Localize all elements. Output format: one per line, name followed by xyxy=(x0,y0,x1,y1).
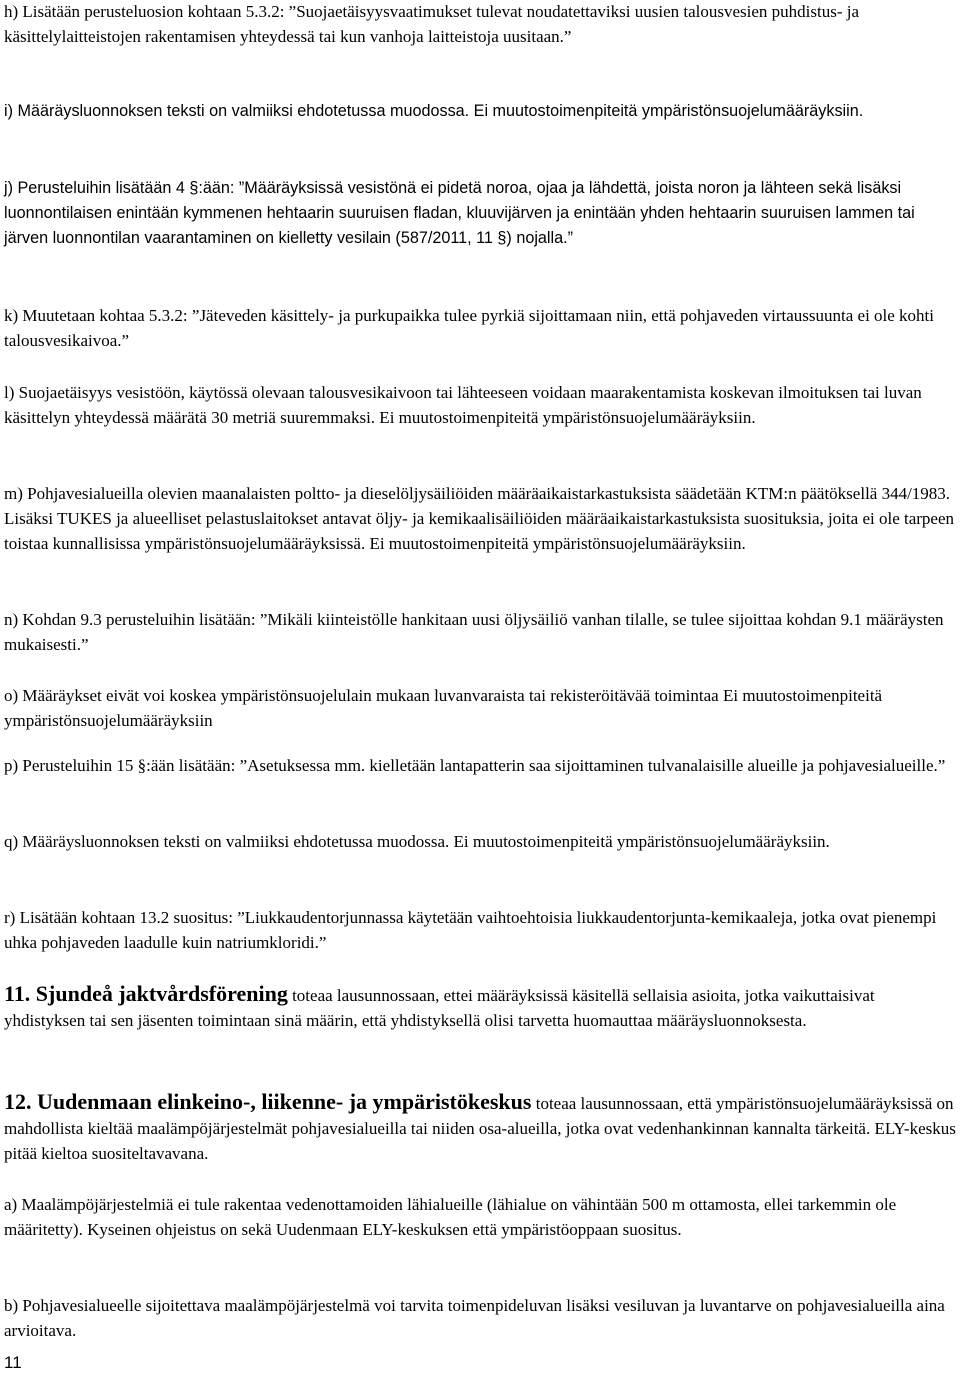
paragraph-m: m) Pohjavesialueilla olevien maanalaisten poltto- ja dieselöljysäiliöiden määräaikaistarkastuksista säädetään KTM:n päätöksellä 344/1983. Lisäksi TUKES ja alueelliset pelastuslaitokset antavat öljy- ja kemikaalisäiliöiden määräaikaistarkastuksista suosituksia, joita ei ole tarpeen toistaa kunnallisissa ympäristönsuojelumääräyksissä. Ei muutostoimenpiteitä ympäristönsuojelumääräyksiin. xyxy=(4,484,955,553)
paragraph-n: n) Kohdan 9.3 perusteluihin lisätään: ”Mikäli kiinteistölle hankitaan uusi öljysäiliö vanhan tilalle, se tulee sijoittaa kohdan 9.1 määräysten mukaisesti.” xyxy=(4,610,944,654)
paragraph-h: h) Lisätään perusteluosion kohtaan 5.3.2: ”Suojaetäisyysvaatimukset tulevat noudatettaviksi uusien talousvesien puhdistus- ja käsittelylaitteistojen rakentamisen yhteydessä tai kun vanhoja laitteistoja uusitaan.” xyxy=(4,2,860,46)
section-12-number: 12. xyxy=(4,1089,32,1114)
section-12 xyxy=(4,1090,956,1166)
paragraph-o: o) Määräykset eivät voi koskea ympäristönsuojelulain mukaan luvanvaraista tai rekisteröitävää toimintaa Ei muutostoimenpiteitä ympäristönsuojelumääräyksiin xyxy=(4,686,883,730)
section-12-org: Uudenmaan elinkeino-, liikenne- ja ympäristökeskus xyxy=(37,1089,532,1114)
paragraph-q: q) Määräysluonnoksen teksti on valmiiksi ehdotetussa muodossa. Ei muutostoimenpiteitä ympäristönsuojelumääräyksiin. xyxy=(4,832,830,851)
section-11-number: 11. xyxy=(4,981,31,1006)
page-number: 11 xyxy=(4,1353,22,1372)
paragraph-i: i) Määräysluonnoksen teksti on valmiiksi ehdotetussa muodossa. Ei muutostoimenpiteitä ympäristönsuojelumääräyksiin. xyxy=(4,102,864,120)
paragraph-j: j) Perusteluihin lisätään 4 §:ään: ”Määräyksissä vesistönä ei pidetä noroa, ojaa ja lähdettä, joista noron ja lähteen sekä lisäksi luonnontilaisen enintään kymmenen hehtaarin suuruisen fladan, kluuvijärven ja enintään yhden hehtaarin suuruisen lammen tai järven luonnontilan vaarantaminen on kielletty vesilain (587/2011, 11 §) nojalla.” xyxy=(4,179,915,247)
section-11 xyxy=(4,982,956,1034)
paragraph-p: p) Perusteluihin 15 §:ään lisätään: ”Asetuksessa mm. kielletään lantapatterin saa sijoittaminen tulvanalaisille alueille ja pohjavesialueille.” xyxy=(4,756,946,775)
section-12-item-a: a) Maalämpöjärjestelmiä ei tule rakentaa vedenottamoiden lähialueille (lähialue on vähintään 500 m ottamosta, ellei tarkemmin ole määritetty). Kyseinen ohjeistus on sekä Uudenmaan ELY-keskuksen että ympäristöoppaan suositus. xyxy=(4,1195,897,1239)
section-12-item-b: b) Pohjavesialueelle sijoitettava maalämpöjärjestelmä voi tarvita toimenpideluvan lisäksi vesiluvan ja luvantarve on pohjavesialueilla aina arvioitava. xyxy=(4,1296,945,1340)
section-11-text: toteaa lausunnossaan, ettei määräyksissä käsitellä sellaisia asioita, jotka vaikuttaisivat yhdistyksen tai sen jäsenten toimintaan sinä määrin, että yhdistyksellä olisi tarvetta huomauttaa määräysluonnoksesta. xyxy=(4,986,875,1030)
section-12-text: toteaa lausunnossaan, että ympäristönsuojelumääräyksissä on mahdollista kieltää maalämpöjärjestelmät pohjavesialueilla tai niiden osa-alueilla, jotka ovat vedenhankinnan kannalta tärkeitä. ELY-keskus pitää kieltoa suositeltavavana. xyxy=(4,1094,956,1163)
paragraph-r: r) Lisätään kohtaan 13.2 suositus: ”Liukkaudentorjunnassa käytetään vaihtoehtoisia liukkaudentorjunta-kemikaaleja, jotka ovat pienempi uhka pohjaveden laadulle kuin natriumkloridi.” xyxy=(4,908,937,952)
paragraph-k: k) Muutetaan kohtaa 5.3.2: ”Jäteveden käsittely- ja purkupaikka tulee pyrkiä sijoittamaan niin, että pohjaveden virtaussuunta ei ole kohti talousvesikaivoa.” xyxy=(4,306,935,350)
paragraph-l: l) Suojaetäisyys vesistöön, käytössä olevaan talousvesikaivoon tai lähteeseen voidaan maarakentamista koskevan ilmoituksen tai luvan käsittelyn yhteydessä määrätä 30 metriä suuremmaksi. Ei muutostoimenpiteitä ympäristönsuojelumääräyksiin. xyxy=(4,383,922,427)
section-11-org: Sjundeå jaktvårdsförening xyxy=(35,981,288,1006)
